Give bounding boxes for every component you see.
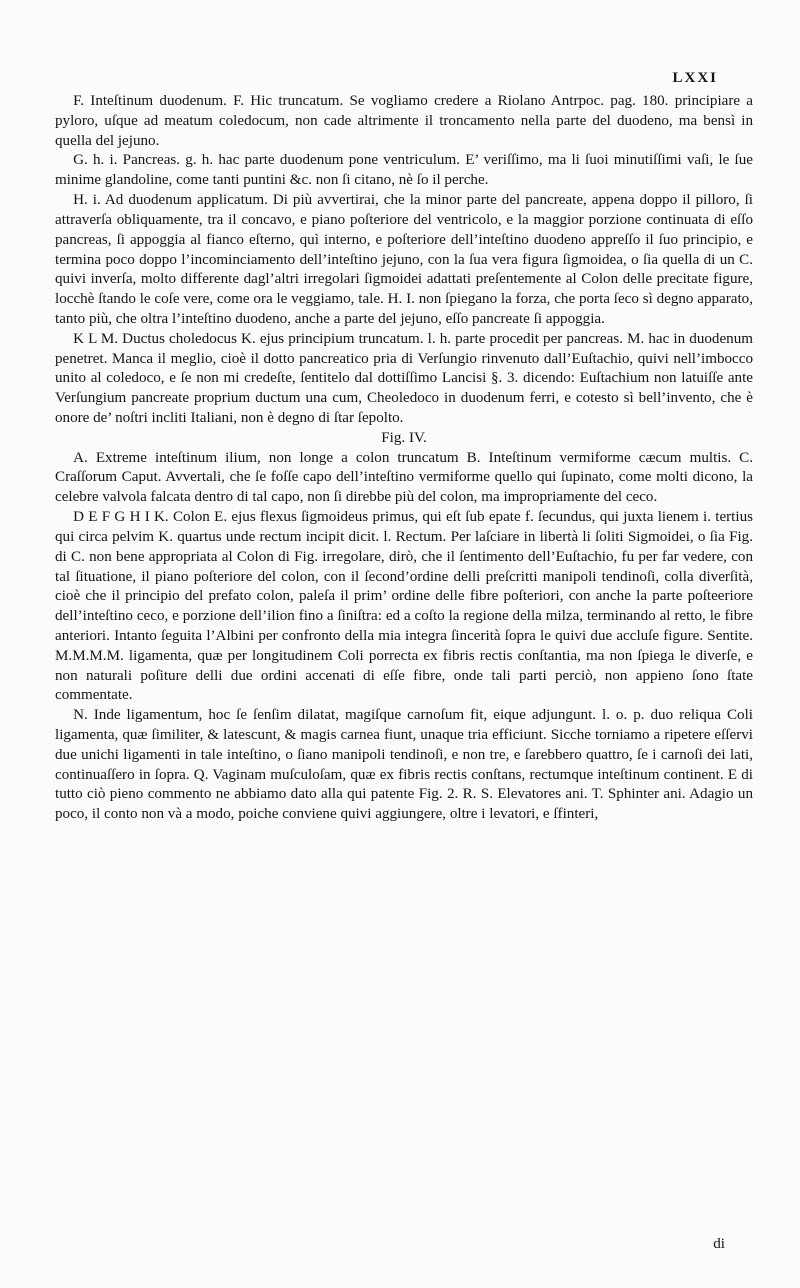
catchword: di <box>713 1236 725 1252</box>
paragraph-g-pancreas: G. h. i. Pancreas. g. h. hac parte duodenum pone ventriculum. E’ veriſſimo, ma li ſuoi minutiſſimi vaſi, le ſue minime glandoline, come tanti puntini &c. non ſi citano, nè ſo il perche. <box>55 152 753 189</box>
paragraph-h-duodenum: H. i. Ad duodenum applicatum. Di più avvertirai, che la minor parte del pancreate, appena doppo il pilloro, ſi attraverſa obliquamente, tra il concavo, e piano poſteriore del ventricolo, e la maggior porzione continuata di eſſo pancreas, ſi appoggia al fianco eſterno, quì interno, e poſteriore dell’inteſtino duodeno appreſſo il ſuo principio, e termina poco doppo l’incominciamento dell’inteſtino jejuno, con la ſua vera figura ſigmoidea, o ſia quella di un C. quivi inverſa, molto differente dagl’altri irregolari ſigmoidei adattati preſentemente al Colon delle precitate figure, locchè ſtando le coſe vere, come ora le veggiamo, tale. H. I. non ſpiegano la forza, che porta ſeco sì degno apparato, tanto più, che oltra l’inteſtino duodeno, anche a parte del jejuno, eſſo pancreate ſi appoggia. <box>55 192 753 327</box>
paragraph-klm-ductus: K L M. Ductus choledocus K. ejus principium truncatum. l. h. parte procedit per pancreas. M. hac in duodenum penetret. Manca il meglio, cioè il dotto pancreatico pria di Verſungio rinvenuto dall’Euſtachio, quivi nell’imbocco unito al coledoco, e ſe non mi credeſte, ſentitelo dal dottiſſimo Lancisi §. 3. dicendo: Euſtachium non latuiſſe ante Verſungium pancreate proprium ductum una cum, Cheoledoco in duodenum ferri, e cotesto sì bell’invento, che è onore de’ noſtri incliti Italiani, non è degno di ſtar ſepolto. <box>55 330 753 426</box>
page-number: LXXI <box>672 70 718 86</box>
page-body <box>55 92 753 825</box>
paragraph-f-intestinum: F. Inteſtinum duodenum. F. Hic truncatum. Se vogliamo credere a Riolano Antrpoc. pag. 180. principiare a pyloro, uſque ad meatum coledocum, non cade altrimente il troncamento nella parte del duodeno, ma bensì in quella del jejuno. <box>55 93 753 149</box>
figure-heading: Fig. IV. <box>381 429 427 446</box>
paragraph-a-ilium: A. Extreme inteſtinum ilium, non longe a colon truncatum B. Inteſtinum vermiforme cæcum multis. C. Craſſorum Caput. Avvertali, che ſe foſſe capo dell’inteſtino vermiforme quello qui ſupinato, come molti dicono, la celebre valvola falcata dentro di tal capo, non ſi direbbe più del colon, ma impropriamente del ceco. <box>55 449 753 506</box>
paragraph-n-ligamentum: N. Inde ligamentum, hoc ſe ſenſim dilatat, magiſque carnoſum fit, eique adjungunt. l. o. p. duo reliqua Coli ligamenta, quæ ſimiliter, & latescunt, & magis carnea fiunt, unaque tria efficiunt. Sicche torniamo a ripetere eſſervi due unichi ligamenti in tale inteſtino, o ſiano manipoli tendinoſi, e non tre, e ſarebbero quattro, ſe i carnoſi dei lati, continuaſſero in ſopra. Q. Vaginam muſculoſam, quæ ex fibris rectis conſtans, rectumque inteſtinum continent. E di tutto ciò pieno commento ne abbiamo dato alla qui patente Fig. 2. R. S. Elevatores ani. T. Sphinter ani. Adagio un poco, il conto non và a modo, poiche conviene quivi aggiungere, oltre i levatori, e ſfinteri, <box>55 707 753 823</box>
paragraph-colon: D E F G H I K. Colon E. ejus flexus ſigmoideus primus, qui eſt ſub epate f. ſecundus, qui juxta lienem i. tertius qui circa pelvim K. quartus unde rectum incipit dicit. l. Rectum. Per laſciare in libertà li ſoliti Sigmoidei, o ſia Fig. di C. non bene appropriata al Colon di Fig. irregolare, dirò, che il ſentimento dell’Euſtachio, fu per far vedere, con tal ſituatione, il piano poſteriore del colon, con il ſecond’ordine delli preſcritti manipoli tendinoſi, colla diverſità, cioè che il principio del prefato colon, paleſa il prim’ ordine delle fibre poſteriori, con anche la parte poſteeriore dell’inteſtino ceco, e porzione dell’ilion fino a ſiniſtra: ed a coſto la regione della milza, terminando al retto, le fibre anteriori. Intanto ſeguita l’Albini per confronto della mia integra ſincerità ſopra le quivi due accluſe figure. Sentite. M.M.M.M. ligamenta, quæ per longitudinem Coli porrecta ex fibris rectis conſtantia, ma non ſpiega le diverſe, e non naturali poſiture delli due ordini accenati di eſſe fibre, onde tali parti perciò, non appieno ſono ſtate commentate. <box>55 509 753 704</box>
